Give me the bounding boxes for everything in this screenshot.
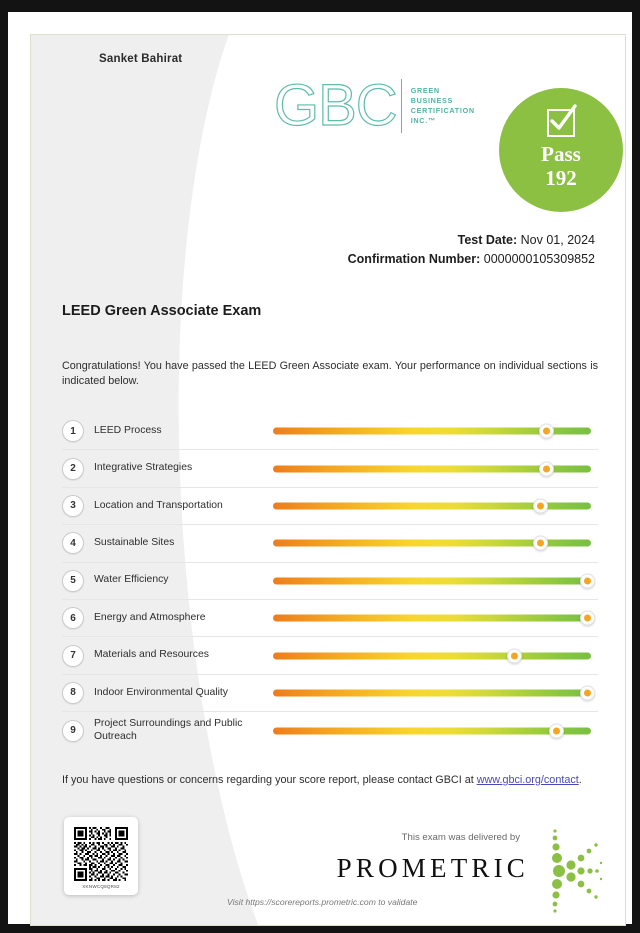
section-row: [62, 675, 598, 712]
section-row: [62, 637, 598, 674]
gbci-contact-link[interactable]: www.gbci.org/contact: [476, 774, 579, 786]
prometric-starburst-icon: [537, 825, 605, 917]
gbci-logo-divider: [401, 79, 402, 133]
checked-box-icon: [547, 109, 575, 137]
contact-text-after: .: [578, 774, 582, 786]
section-label: Project Surroundings and Public Outreach: [94, 718, 243, 742]
score-marker: [533, 498, 548, 513]
section-label: Location and Transportation: [94, 499, 223, 511]
section-score-bar: [273, 458, 591, 480]
section-score-bar: [273, 495, 591, 517]
page-outer-margin: [8, 12, 632, 924]
score-marker: [507, 648, 522, 663]
section-label: Water Efficiency: [94, 574, 169, 586]
section-number-badge: 1: [62, 420, 84, 442]
section-row: [62, 488, 598, 525]
section-number-badge: 9: [62, 720, 84, 742]
section-label: Energy and Atmosphere: [94, 611, 206, 623]
section-label: Indoor Environmental Quality: [94, 686, 228, 698]
score-gradient-track: [273, 577, 591, 584]
score-gradient-track: [273, 615, 591, 622]
pass-result-text: Pass: [541, 142, 581, 167]
section-label: Integrative Strategies: [94, 462, 193, 474]
prometric-wordmark: PROMETRIC: [336, 853, 529, 883]
score-marker: [580, 611, 595, 626]
contact-text: [62, 773, 598, 788]
candidate-name: Sanket Bahirat: [99, 53, 183, 65]
congratulations-text: Congratulations! You have passed the LEED Green Associate exam. Your performance on individual sections is indicated below.: [62, 360, 598, 387]
section-row: [62, 413, 598, 450]
score-marker: [580, 685, 595, 700]
gbci-sub-green: GREEN: [410, 85, 440, 95]
test-date-label: Test Date:: [457, 233, 518, 247]
qr-code-icon: [74, 827, 128, 881]
section-row: [62, 712, 598, 749]
section-score-bar: [273, 720, 591, 742]
section-label: Materials and Resources: [94, 649, 209, 661]
exam-title: LEED Green Associate Exam: [62, 303, 262, 319]
section-number-badge: 7: [62, 645, 84, 667]
validate-url-text: Visit https://scorereports.prometric.com to validate: [227, 897, 418, 907]
section-score-bar: [273, 607, 591, 629]
section-number-badge: 6: [62, 607, 84, 629]
score-gradient-track: [273, 727, 591, 734]
section-number-badge: 5: [62, 570, 84, 592]
score-marker: [533, 536, 548, 551]
score-gradient-track: [273, 652, 591, 659]
gbci-sub-business: BUSINESS: [410, 95, 454, 105]
confirmation-number-label: Confirmation Number:: [347, 252, 481, 267]
score-gradient-track: [273, 689, 591, 696]
section-number-badge: 8: [62, 682, 84, 704]
section-number-badge: 4: [62, 532, 84, 554]
section-score-bar: [273, 420, 591, 442]
confirmation-number-row: [348, 250, 595, 269]
section-number-badge: 2: [62, 458, 84, 480]
section-score-bar: [273, 645, 591, 667]
test-date-row: [348, 231, 595, 250]
qr-code-card: [64, 817, 138, 895]
gbci-logo-letters: GBC: [274, 73, 397, 138]
score-report-page: [30, 34, 626, 926]
confirmation-number-value: 0000000105309852: [483, 252, 595, 267]
section-label: Sustainable Sites: [94, 537, 175, 549]
gbci-logo-subtext: [411, 86, 475, 127]
section-score-bar: [273, 570, 591, 592]
section-row: [62, 563, 598, 600]
page-content: [31, 35, 625, 925]
section-score-bar: [273, 682, 591, 704]
score-marker: [539, 424, 554, 439]
section-number-badge: 3: [62, 495, 84, 517]
section-row: [62, 600, 598, 637]
delivered-by-label: This exam was delivered by: [401, 832, 520, 843]
section-row: [62, 450, 598, 487]
qr-code-caption: XKNWCQ8QR82: [82, 883, 120, 889]
pass-badge: [499, 88, 623, 212]
gbci-sub-certification: CERTIFICATION: [410, 106, 475, 115]
test-date-value: Nov 01, 2024: [520, 233, 595, 247]
score-marker: [549, 723, 564, 738]
section-performance-list: [62, 413, 598, 750]
pass-score-value: 192: [545, 166, 577, 191]
score-marker: [580, 573, 595, 588]
exam-meta: [348, 231, 595, 270]
score-marker: [539, 461, 554, 476]
gbci-logo: [274, 73, 475, 138]
contact-text-before: If you have questions or concerns regarding your score report, please contact GBCI at: [62, 774, 477, 786]
section-row: [62, 525, 598, 562]
section-score-bar: [273, 532, 591, 554]
gbci-sub-inc: INC.™: [410, 116, 436, 126]
section-label: LEED Process: [94, 424, 162, 436]
